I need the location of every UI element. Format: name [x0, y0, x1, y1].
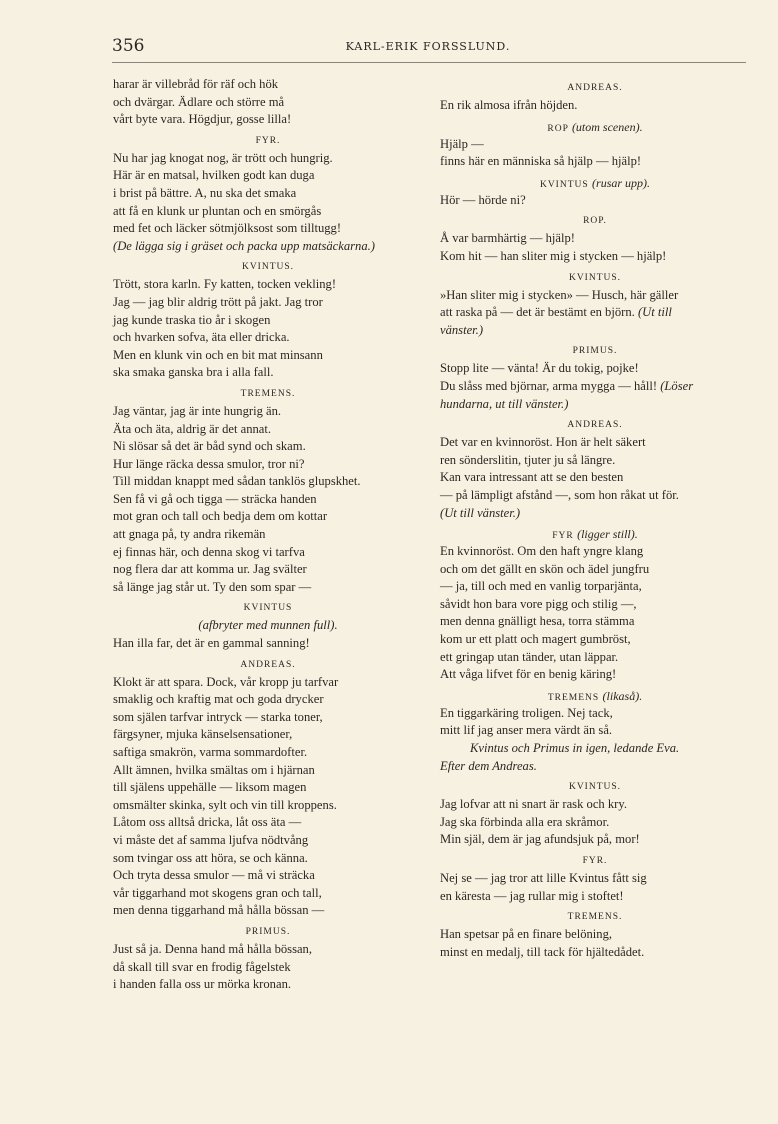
- verse-line: »Han sliter mig i stycken» — Husch, här gäller: [440, 287, 679, 302]
- speaker-name: TREMENS: [547, 692, 600, 703]
- verse-line: Stopp lite — vänta! Är du tokig, pojke!: [440, 361, 639, 376]
- speaker-name: ANDREAS.: [567, 420, 623, 431]
- verse-line: [440, 378, 750, 396]
- speaker-with-direction: [440, 115, 750, 136]
- verse-line: i handen falla oss ur mörka kronan.: [113, 977, 292, 992]
- stage-direction-text: (Ut till vänster.): [440, 505, 521, 520]
- verse-line: Kom hit — han sliter mig i stycken — hjälp!: [440, 248, 667, 263]
- verse-line: omsmälter skinka, sylt och vin till kroppens.: [113, 797, 337, 812]
- verse-line: i brist på bättre. A, nu ska det smaka: [113, 185, 297, 200]
- verse-line: Nu har jag knogat nog, är trött och hungrig.: [113, 150, 333, 165]
- verse-line: kom ur ett platt och magert gumbröst,: [440, 632, 631, 647]
- stage-direction-text: Efter dem Andreas.: [440, 758, 537, 773]
- header-rule: [112, 62, 746, 63]
- stage-direction-text: hundarna, ut till vänster.): [440, 396, 569, 411]
- speaker-name: FYR: [552, 531, 574, 542]
- verse-line: Jag lofvar att ni snart är rask och kry.: [440, 797, 627, 812]
- verse-line: En kvinnoröst. Om den haft yngre klang: [440, 544, 644, 559]
- stage-direction: [440, 758, 750, 776]
- speaker-name: TREMENS.: [567, 912, 623, 923]
- verse-line: Allt ämnen, hvilka smältas om i hjärnan: [113, 762, 315, 777]
- speaker-name: FYR.: [582, 856, 608, 866]
- stage-direction: [113, 617, 423, 635]
- verse-line: att gnaga på, ty andra rikemän: [113, 527, 266, 542]
- verse-line: Ni slösar så det är båd synd och skam.: [113, 439, 306, 454]
- verse-line: färgsyner, mjuka känselsensationer,: [113, 727, 293, 742]
- stage-direction: [113, 238, 423, 256]
- stage-direction-text: vänster.): [440, 322, 484, 337]
- verse-line: ska smaka ganska bra i alla fall.: [113, 365, 274, 380]
- stage-direction-text: (rusar upp).: [592, 175, 651, 190]
- verse-line: en käresta — jag rullar mig i stoftet!: [440, 888, 624, 903]
- speaker-name: FYR.: [255, 135, 281, 146]
- verse-line: Klokt är att spara. Dock, vår kropp ju tarfvar: [113, 674, 339, 689]
- verse-line: — ja, till och med en vanlig torparjänta,: [440, 579, 642, 594]
- verse-line: Hör — hörde ni?: [440, 192, 526, 207]
- verse-line: Trött, stora karln. Fy katten, tocken vekling!: [113, 277, 337, 292]
- verse-line: Min själ, dem är jag afundsjuk på, mor!: [440, 832, 640, 847]
- speaker-name: PRIMUS.: [245, 926, 291, 937]
- speaker-name: ANDREAS.: [240, 659, 296, 670]
- stage-direction: [440, 322, 750, 340]
- verse-line: Kan vara intressant att se den besten: [440, 470, 624, 485]
- verse-line: till själens uppehälle — liksom magen: [113, 780, 307, 795]
- verse-line: Jag — jag blir aldrig trött på jakt. Jag tror: [113, 294, 323, 309]
- verse-line: Det var en kvinnoröst. Hon är helt säkert: [440, 435, 646, 450]
- stage-direction-text: (Löser: [660, 378, 694, 393]
- verse-line: vår tiggarhand mot skogens gran och tall,: [113, 885, 322, 900]
- verse-line: Just så ja. Denna hand må hålla bössan,: [113, 941, 313, 956]
- verse-line: Här är en matsal, hvilken godt kan duga: [113, 168, 315, 183]
- verse-line: då skall till svar en frodig fågelstek: [113, 959, 291, 974]
- verse-line: och dvärgar. Ädlare och större må: [113, 94, 285, 109]
- verse-line: En tiggarkäring troligen. Nej tack,: [440, 705, 613, 720]
- running-head: KARL-ERIK FORSSLUND.: [345, 40, 511, 53]
- verse-line: Att våga lifvet för en benig käring!: [440, 667, 617, 682]
- verse-line: jag kunde traska tio år i skogen: [113, 312, 271, 327]
- verse-line: smaklig och kraftig mat och goda drycker: [113, 692, 324, 707]
- speaker-name: ANDREAS.: [567, 83, 623, 93]
- verse-line: såvidt hon bara vore pigg och stilig —,: [440, 596, 637, 611]
- verse-text: Du slåss med björnar, arma mygga — håll!: [440, 378, 658, 393]
- verse-line: så länge jag står ut. Ty den som spar —: [113, 579, 312, 594]
- verse-line: Han spetsar på en finare belöning,: [440, 927, 613, 942]
- verse-line: Å var barmhärtig — hjälp!: [440, 231, 575, 246]
- speaker-name: KVINTUS.: [568, 782, 622, 793]
- verse-line: vårt byte vara. Högdjur, gosse lilla!: [113, 112, 292, 127]
- verse-line: Låtom oss alltså dricka, låt oss äta —: [113, 815, 302, 830]
- verse-line: men denna gnälligt hesa, torra stämma: [440, 614, 635, 629]
- speaker-name: PRIMUS.: [572, 346, 618, 357]
- verse-line: Han illa far, det är en gammal sanning!: [113, 636, 310, 651]
- verse-line: Sen få vi gå och tigga — sträcka handen: [113, 491, 317, 506]
- stage-direction-text: (afbryter med munnen full).: [198, 618, 338, 633]
- verse-line: ej finnas här, och denna skog vi tarfva: [113, 544, 305, 559]
- stage-direction-text: (De lägga sig i gräset och packa upp matsäckarna.): [113, 238, 375, 253]
- speaker-with-direction: [440, 522, 750, 543]
- speaker-name: TREMENS.: [240, 388, 296, 399]
- verse-line: nog flera dar att komma ur. Jag svälter: [113, 562, 307, 577]
- stage-direction: [440, 396, 750, 414]
- speaker-name: KVINTUS.: [568, 272, 622, 283]
- verse-line: Nej se — jag tror att lille Kvintus fått sig: [440, 871, 647, 885]
- speaker-with-direction: [440, 171, 750, 192]
- speaker-name: ROP: [547, 123, 569, 134]
- verse-line: vi måste det af samma ljufva nödtvång: [113, 832, 309, 847]
- verse-line: Jag ska förbinda alla era skråmor.: [440, 814, 610, 829]
- verse-line: Hur länge räcka dessa smulor, tror ni?: [113, 456, 305, 471]
- speaker-with-direction: [440, 684, 750, 705]
- verse-line: mitt lif jag anser mera värdt än så.: [440, 723, 613, 738]
- stage-direction-text: (likaså).: [602, 688, 643, 703]
- verse-line: Men en klunk vin och en bit mat minsann: [113, 347, 323, 362]
- verse-line: mot gran och tall och bedja dem om kottar: [113, 509, 328, 524]
- speaker-name: KVINTUS.: [241, 262, 295, 273]
- verse-line: ett gringap utan tänder, utan läppar.: [440, 649, 619, 664]
- verse-line: [440, 304, 750, 322]
- verse-line: som själen tarfvar intryck — starka toner,: [113, 709, 323, 724]
- verse-line: men denna tiggarhand må hålla bössan —: [113, 903, 325, 918]
- page-header: [112, 36, 744, 60]
- verse-line: harar är villebråd för räf och hök: [113, 77, 279, 91]
- verse-line: En rik almosa ifrån höjden.: [440, 98, 578, 112]
- verse-line: Hjälp —: [440, 136, 484, 151]
- verse-line: Äta och äta, aldrig är det annat.: [113, 421, 272, 436]
- verse-text: att raska på — det är bestämt en björn.: [440, 305, 635, 320]
- speaker-name: ROP.: [583, 216, 607, 227]
- verse-line: minst en medalj, till tack för hjältedådet.: [440, 944, 645, 959]
- verse-line: Och tryta dessa smulor — må vi sträcka: [113, 868, 315, 883]
- speaker-name: KVINTUS: [243, 603, 293, 614]
- verse-line: som tvingar oss att höra, se och känna.: [113, 850, 308, 865]
- page-number: 356: [112, 36, 145, 56]
- speaker-name: KVINTUS: [539, 179, 589, 190]
- verse-line: saftiga smakrön, varma sommardofter.: [113, 745, 308, 759]
- right-column: [440, 76, 750, 961]
- verse-line: att få en klunk ur pluntan och en smörgås: [113, 203, 322, 218]
- left-column: [113, 76, 423, 994]
- stage-direction-text: Kvintus och Primus in igen, ledande Eva.: [470, 741, 680, 756]
- stage-direction-text: (ligger still).: [577, 527, 638, 542]
- verse-line: Till middan knappt med sådan tanklös glupskhet.: [113, 474, 361, 489]
- verse-line: Jag väntar, jag är inte hungrig än.: [113, 403, 282, 418]
- stage-direction: [440, 740, 750, 758]
- verse-line: med fet och läcker sötmjölksost som tilltugg!: [113, 221, 342, 236]
- stage-direction: [440, 505, 750, 523]
- verse-line: finns här en människa så hjälp — hjälp!: [440, 154, 642, 169]
- verse-line: — på lämpligt afstånd —, som hon råkat ut för.: [440, 487, 679, 502]
- stage-direction-text: (utom scenen).: [571, 119, 643, 134]
- stage-direction-text: (Ut till: [637, 305, 672, 320]
- verse-line: och hvarken sofva, äta eller dricka.: [113, 330, 290, 345]
- verse-line: och om det gällt en skön och ädel jungfru: [440, 561, 650, 576]
- verse-line: ren sönderslitin, tjuter ju så längre.: [440, 452, 616, 467]
